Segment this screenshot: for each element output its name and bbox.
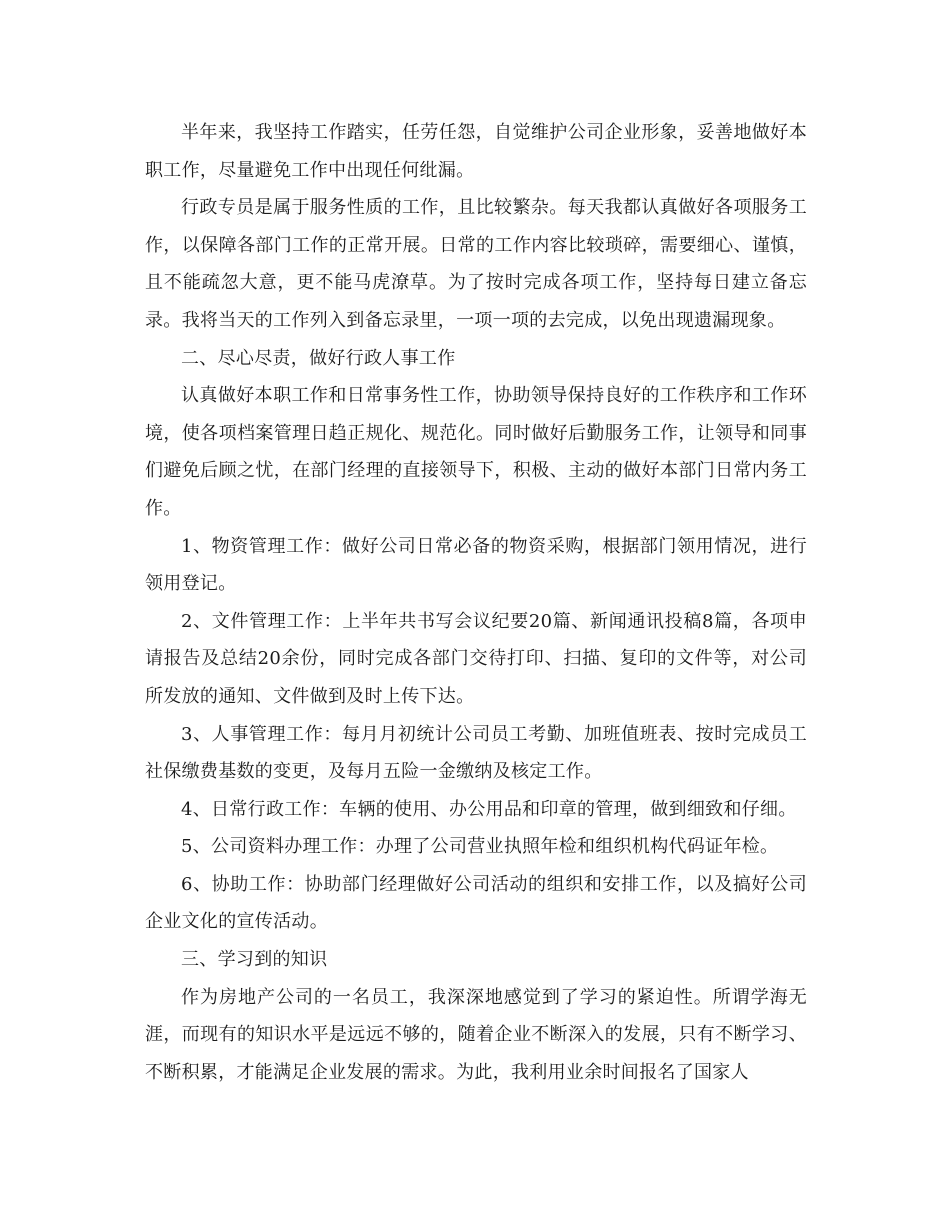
paragraph-admin-role: 行政专员是属于服务性质的工作，且比较繁杂。每天我都认真做好各项服务工作，以保障各部门工作的正常开展。日常的工作内容比较琐碎，需要细心、谨慎，且不能疏忽大意，更不能马虎潦草。为了按时完成各项工作，坚持每日建立备忘录。我将当天的工作列入到备忘录里，一项一项的去完成，以免出现遗漏现象。 <box>145 197 807 331</box>
list-item-documents: 2、文件管理工作：上半年共书写会议纪要20篇、新闻通讯投稿8篇，各项申请报告及总结20余份，同时完成各部门交待打印、扫描、复印的文件等，对公司所发放的通知、文件做到及时上传下达。 <box>145 610 807 707</box>
list-item-daily-admin: 4、日常行政工作：车辆的使用、办公用品和印章的管理，做到细致和仔细。 <box>181 798 797 820</box>
document-page <box>145 114 807 1091</box>
list-item-materials: 1、物资管理工作：做好公司日常必备的物资采购，根据部门领用情况，进行领用登记。 <box>145 535 807 595</box>
paragraph-daily-work: 认真做好本职工作和日常事务性工作，协助领导保持良好的工作秩序和工作环境，使各项档案管理日趋正规化、规范化。同时做好后勤服务工作，让领导和同事们避免后顾之忧，在部门经理的直接领导下，积极、主动的做好本部门日常内务工作。 <box>145 385 807 519</box>
paragraph-diligence: 半年来，我坚持工作踏实，任劳任怨，自觉维护公司企业形象，妥善地做好本职工作，尽量避免工作中出现任何纰漏。 <box>145 122 807 181</box>
list-item-assistance: 6、协助工作：协助部门经理做好公司活动的组织和安排工作，以及搞好公司企业文化的宣传活动。 <box>145 873 807 933</box>
section-heading-2: 二、尽心尽责，做好行政人事工作 <box>181 347 456 369</box>
paragraph-learning: 作为房地产公司的一名员工，我深深地感觉到了学习的紧迫性。所谓学海无涯，而现有的知识水平是远远不够的，随着企业不断深入的发展，只有不断学习、不断积累，才能满足企业发展的需求。为此，我利用业余时间报名了国家人 <box>145 986 807 1083</box>
list-item-company-records: 5、公司资料办理工作：办理了公司营业执照年检和组织机构代码证年检。 <box>181 836 779 858</box>
list-item-hr: 3、人事管理工作：每月月初统计公司员工考勤、加班值班表、按时完成员工社保缴费基数的变更，及每月五险一金缴纳及核定工作。 <box>145 723 807 783</box>
section-heading-3: 三、学习到的知识 <box>181 949 328 971</box>
